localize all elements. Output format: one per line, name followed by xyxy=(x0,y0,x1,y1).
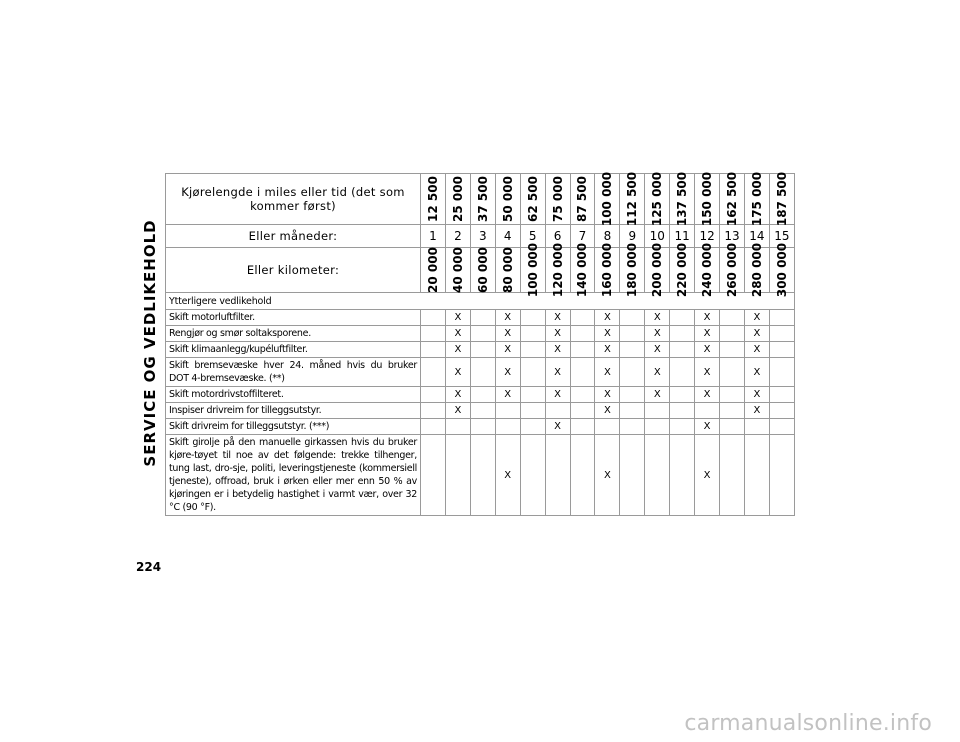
km-header-row-cell xyxy=(421,248,446,293)
service-mark xyxy=(421,387,446,403)
miles-header-row-cell xyxy=(670,171,695,227)
page-number: 224 xyxy=(136,560,162,574)
service-mark xyxy=(445,419,470,435)
km-header-row-label: Eller kilometer: xyxy=(166,248,421,293)
service-mark: X xyxy=(545,342,570,358)
service-description: Skift bremsevæske hver 24. måned hvis du bruker DOT 4-bremsevæske. (**) xyxy=(166,358,421,387)
service-mark xyxy=(769,403,794,419)
service-mark xyxy=(720,326,745,342)
service-mark xyxy=(720,419,745,435)
service-mark xyxy=(520,342,545,358)
km-header-row-value: 200 000 xyxy=(650,242,665,298)
side-section-title xyxy=(138,178,162,508)
service-mark xyxy=(520,358,545,387)
service-mark xyxy=(570,342,595,358)
service-mark: X xyxy=(645,310,670,326)
miles-header-row-value: 37 500 xyxy=(475,176,490,222)
service-mark xyxy=(520,419,545,435)
miles-header-row-value: 25 000 xyxy=(450,176,465,222)
miles-header-row-value: 175 000 xyxy=(749,171,764,227)
service-mark: X xyxy=(545,387,570,403)
service-mark: X xyxy=(645,358,670,387)
service-mark xyxy=(470,358,495,387)
service-mark xyxy=(595,419,620,435)
miles-header-row-cell xyxy=(545,174,570,225)
service-mark: X xyxy=(744,358,769,387)
service-description: Rengjør og smør soltaksporene. xyxy=(166,326,421,342)
service-mark: X xyxy=(495,342,520,358)
months-header-row-value: 14 xyxy=(744,225,769,248)
months-header-row-value: 1 xyxy=(421,225,446,248)
service-description: Inspiser drivreim for tilleggsutstyr. xyxy=(166,403,421,419)
service-mark xyxy=(620,387,645,403)
months-header-row-value: 8 xyxy=(595,225,620,248)
km-header-row-cell xyxy=(445,248,470,293)
service-mark xyxy=(769,326,794,342)
service-mark: X xyxy=(595,342,620,358)
months-header-row-value: 12 xyxy=(695,225,720,248)
service-mark: X xyxy=(744,387,769,403)
service-mark xyxy=(570,387,595,403)
service-mark: X xyxy=(545,310,570,326)
km-header-row-cell xyxy=(520,242,545,298)
service-mark: X xyxy=(744,310,769,326)
service-mark: X xyxy=(445,326,470,342)
km-header-row-value: 100 000 xyxy=(525,242,540,298)
service-mark xyxy=(670,403,695,419)
table-row xyxy=(166,387,795,403)
service-mark: X xyxy=(744,403,769,419)
service-mark xyxy=(645,419,670,435)
km-header-row-value: 60 000 xyxy=(475,247,490,293)
service-mark xyxy=(520,387,545,403)
km-header-row-cell xyxy=(670,242,695,298)
miles-header-row-cell xyxy=(520,174,545,225)
service-mark xyxy=(495,419,520,435)
months-header-row-value: 9 xyxy=(620,225,645,248)
service-mark: X xyxy=(695,310,720,326)
service-mark xyxy=(620,342,645,358)
service-mark: X xyxy=(645,387,670,403)
service-mark xyxy=(520,403,545,419)
service-mark xyxy=(495,403,520,419)
km-header-row-cell xyxy=(595,242,620,298)
km-header-row-value: 300 000 xyxy=(774,242,789,298)
km-header-row-cell xyxy=(470,248,495,293)
service-mark xyxy=(421,326,446,342)
service-mark: X xyxy=(695,342,720,358)
miles-header-row-value: 125 000 xyxy=(650,171,665,227)
service-mark: X xyxy=(595,403,620,419)
service-mark xyxy=(670,342,695,358)
km-header-row-value: 80 000 xyxy=(500,247,515,293)
service-mark xyxy=(570,435,595,516)
service-mark xyxy=(769,435,794,516)
service-mark: X xyxy=(445,358,470,387)
service-mark xyxy=(720,435,745,516)
km-header-row-value: 20 000 xyxy=(425,247,440,293)
service-mark: X xyxy=(744,342,769,358)
miles-header-row-value: 187 500 xyxy=(774,171,789,227)
miles-header-row-cell xyxy=(769,171,794,227)
miles-header-row-value: 137 500 xyxy=(675,171,690,227)
service-mark xyxy=(421,403,446,419)
service-mark: X xyxy=(595,435,620,516)
km-header-row-value: 220 000 xyxy=(675,242,690,298)
service-mark xyxy=(570,326,595,342)
miles-header-row-cell xyxy=(421,174,446,225)
service-mark xyxy=(620,310,645,326)
service-description: Skift girolje på den manuelle girkassen hvis du bruker kjøre-tøyet til noe av det følgende: trekke tilhenger, tung last, dro-sje, politi, leveringstjeneste (kommersiell tjeneste), offroad, bruk i ørken eller mer enn 50 % av kjøringen er i betydelig hastighet i varmt vær, over 32 °C (90 °F). xyxy=(166,435,421,516)
months-header-row-value: 3 xyxy=(470,225,495,248)
service-mark: X xyxy=(445,403,470,419)
watermark: carmanualsonline.info xyxy=(684,711,932,736)
service-mark: X xyxy=(595,310,620,326)
service-mark xyxy=(570,403,595,419)
service-mark: X xyxy=(495,310,520,326)
service-mark xyxy=(470,326,495,342)
months-header-row-label: Eller måneder: xyxy=(166,225,421,248)
service-mark xyxy=(670,387,695,403)
service-mark xyxy=(620,403,645,419)
service-mark: X xyxy=(445,342,470,358)
service-mark xyxy=(645,403,670,419)
service-mark xyxy=(570,419,595,435)
km-header-row-cell xyxy=(645,242,670,298)
km-header-row-value: 40 000 xyxy=(450,247,465,293)
service-mark xyxy=(695,403,720,419)
km-header-row-value: 180 000 xyxy=(625,242,640,298)
months-header-row-value: 11 xyxy=(670,225,695,248)
service-mark xyxy=(520,326,545,342)
service-mark xyxy=(744,435,769,516)
service-mark xyxy=(545,435,570,516)
miles-header-row-label: Kjørelengde i miles eller tid (det som kommer først) xyxy=(166,174,421,225)
service-mark: X xyxy=(645,326,670,342)
service-description: Skift motordrivstoffilteret. xyxy=(166,387,421,403)
miles-header-row-value: 162 500 xyxy=(725,171,740,227)
km-header-row-cell xyxy=(695,242,720,298)
table-row xyxy=(166,403,795,419)
table-row xyxy=(166,342,795,358)
service-description: Skift motorluftfilter. xyxy=(166,310,421,326)
table-row xyxy=(166,358,795,387)
months-header-row-value: 7 xyxy=(570,225,595,248)
service-mark xyxy=(620,419,645,435)
km-header-row-value: 160 000 xyxy=(600,242,615,298)
miles-header-row-cell xyxy=(495,174,520,225)
service-mark xyxy=(520,310,545,326)
service-mark xyxy=(670,310,695,326)
service-mark xyxy=(545,403,570,419)
miles-header-row-value: 75 000 xyxy=(550,176,565,222)
service-mark xyxy=(769,387,794,403)
table-row xyxy=(166,310,795,326)
service-mark: X xyxy=(645,342,670,358)
km-header-row-cell xyxy=(720,242,745,298)
service-mark: X xyxy=(695,435,720,516)
miles-header-row-value: 62 500 xyxy=(525,176,540,222)
service-mark xyxy=(570,310,595,326)
service-mark: X xyxy=(595,387,620,403)
service-mark xyxy=(421,435,446,516)
miles-header-row-cell xyxy=(695,171,720,227)
service-mark: X xyxy=(495,358,520,387)
miles-header-row-cell xyxy=(445,174,470,225)
service-mark xyxy=(620,358,645,387)
service-mark: X xyxy=(495,435,520,516)
service-mark: X xyxy=(495,326,520,342)
service-mark xyxy=(470,310,495,326)
service-mark xyxy=(720,403,745,419)
service-mark xyxy=(620,435,645,516)
km-header-row-value: 280 000 xyxy=(749,242,764,298)
km-header-row-cell xyxy=(545,242,570,298)
service-mark: X xyxy=(595,358,620,387)
months-header-row-value: 6 xyxy=(545,225,570,248)
service-mark: X xyxy=(545,326,570,342)
service-description: Skift klimaanlegg/kupéluftfilter. xyxy=(166,342,421,358)
miles-header-row-value: 150 000 xyxy=(700,171,715,227)
miles-header-row-cell xyxy=(645,171,670,227)
service-mark: X xyxy=(595,326,620,342)
months-header-row-value: 10 xyxy=(645,225,670,248)
service-mark xyxy=(645,435,670,516)
service-mark xyxy=(670,419,695,435)
service-mark xyxy=(570,358,595,387)
km-header-row xyxy=(166,248,795,293)
service-mark: X xyxy=(445,387,470,403)
service-mark xyxy=(620,326,645,342)
service-mark xyxy=(445,435,470,516)
months-header-row-value: 2 xyxy=(445,225,470,248)
service-mark: X xyxy=(695,358,720,387)
service-description: Skift drivreim for tilleggsutstyr. (***) xyxy=(166,419,421,435)
miles-header-row-cell xyxy=(570,174,595,225)
service-mark: X xyxy=(695,419,720,435)
miles-header-row-cell xyxy=(595,171,620,227)
service-mark xyxy=(769,358,794,387)
service-mark: X xyxy=(695,326,720,342)
km-header-row-value: 140 000 xyxy=(575,242,590,298)
km-header-row-value: 240 000 xyxy=(700,242,715,298)
service-mark xyxy=(670,358,695,387)
km-header-row-cell xyxy=(495,248,520,293)
service-mark: X xyxy=(545,419,570,435)
miles-header-row-value: 100 000 xyxy=(600,171,615,227)
km-header-row-cell xyxy=(570,242,595,298)
km-header-row-value: 260 000 xyxy=(725,242,740,298)
table-row xyxy=(166,435,795,516)
months-header-row-value: 13 xyxy=(720,225,745,248)
service-mark xyxy=(470,387,495,403)
service-mark xyxy=(744,419,769,435)
km-header-row-cell xyxy=(744,242,769,298)
service-mark xyxy=(421,358,446,387)
service-mark xyxy=(520,435,545,516)
service-mark xyxy=(470,403,495,419)
miles-header-row-cell xyxy=(744,171,769,227)
service-mark xyxy=(720,342,745,358)
miles-header-row-value: 12 500 xyxy=(425,176,440,222)
side-title-text: SERVICE OG VEDLIKEHOLD xyxy=(141,219,159,467)
maintenance-schedule-table xyxy=(165,173,795,516)
months-header-row-value: 15 xyxy=(769,225,794,248)
miles-header-row-value: 112 500 xyxy=(625,171,640,227)
km-header-row-cell xyxy=(620,242,645,298)
service-mark xyxy=(769,342,794,358)
service-mark xyxy=(421,310,446,326)
miles-header-row-value: 87 500 xyxy=(575,176,590,222)
table-row xyxy=(166,419,795,435)
service-mark: X xyxy=(495,387,520,403)
miles-header-row-cell xyxy=(720,171,745,227)
service-mark xyxy=(769,419,794,435)
km-header-row-cell xyxy=(769,242,794,298)
service-mark xyxy=(421,419,446,435)
service-mark xyxy=(720,310,745,326)
service-mark xyxy=(421,342,446,358)
service-mark xyxy=(670,326,695,342)
service-mark xyxy=(769,310,794,326)
service-mark xyxy=(670,435,695,516)
section-title: Ytterligere vedlikehold xyxy=(166,293,795,310)
months-header-row-value: 4 xyxy=(495,225,520,248)
service-mark: X xyxy=(744,326,769,342)
service-mark xyxy=(470,419,495,435)
miles-header-row-cell xyxy=(620,171,645,227)
km-header-row-value: 120 000 xyxy=(550,242,565,298)
months-header-row-value: 5 xyxy=(520,225,545,248)
service-mark: X xyxy=(445,310,470,326)
service-mark xyxy=(720,387,745,403)
miles-header-row-cell xyxy=(470,174,495,225)
table-row xyxy=(166,326,795,342)
service-mark xyxy=(470,435,495,516)
service-mark: X xyxy=(695,387,720,403)
service-mark xyxy=(720,358,745,387)
service-mark: X xyxy=(545,358,570,387)
miles-header-row-value: 50 000 xyxy=(500,176,515,222)
miles-header-row xyxy=(166,174,795,225)
service-mark xyxy=(470,342,495,358)
